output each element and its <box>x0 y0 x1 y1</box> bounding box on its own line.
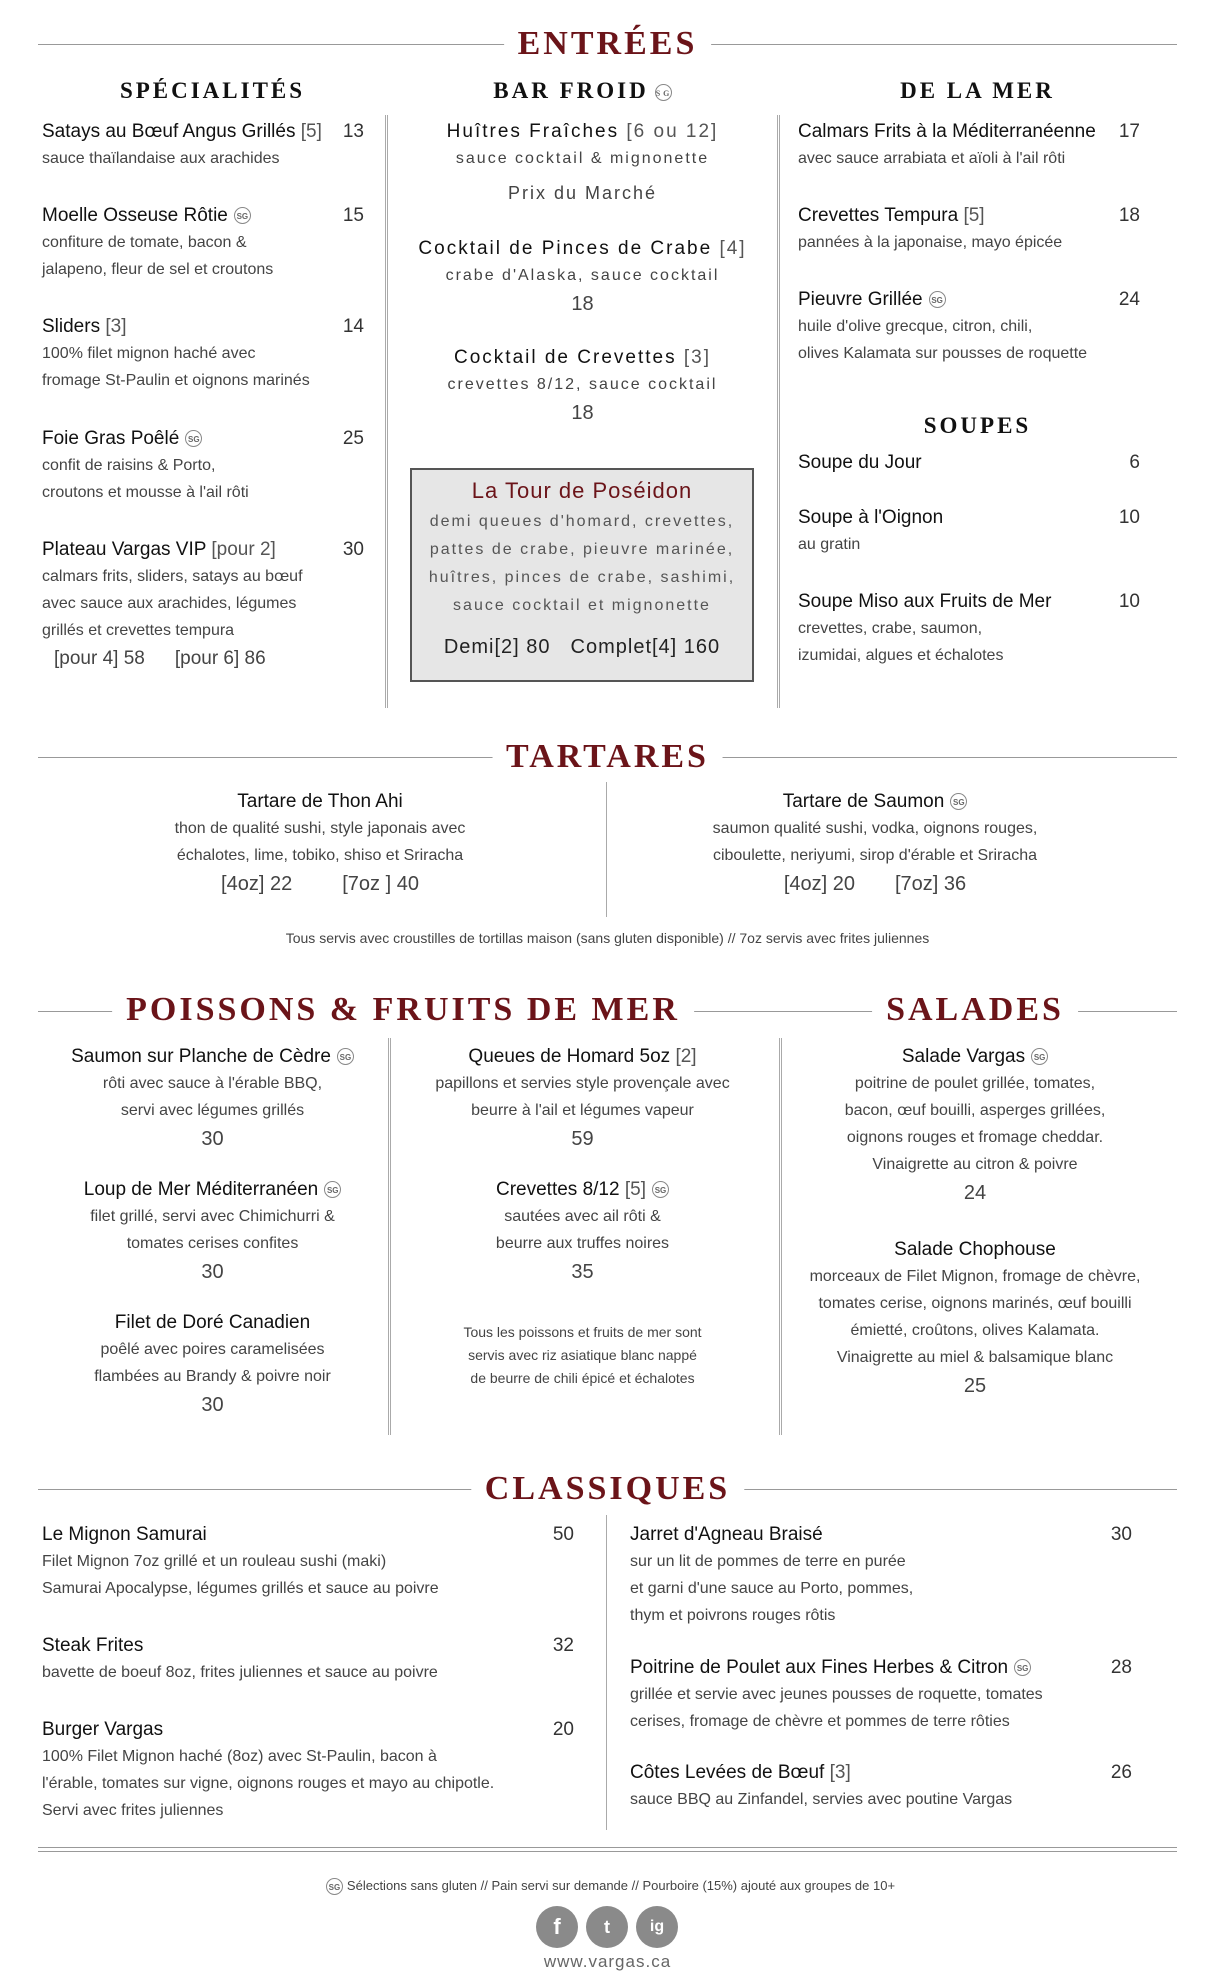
facebook-icon[interactable]: f <box>536 1906 578 1948</box>
item-name: Steak Frites <box>42 1635 144 1656</box>
item-name: Huîtres Fraîches <box>446 121 620 142</box>
salades-title: SALADES <box>872 990 1078 1030</box>
item-desc: tomates cerise, oignons marinés, œuf bouilli <box>818 1295 1132 1312</box>
item-desc: au gratin <box>798 536 861 553</box>
item-name: Soupe à l'Oignon <box>798 507 944 528</box>
item-desc: 100% Filet Mignon haché (8oz) avec St-Paulin, bacon à <box>42 1748 437 1765</box>
item-desc: tomates cerises confites <box>126 1235 299 1252</box>
item-desc: et garni d'une sauce au Porto, pommes, <box>630 1580 914 1597</box>
classiques-title: CLASSIQUES <box>471 1469 744 1509</box>
item-qty: [5] <box>300 121 322 142</box>
item-price: 6 <box>1129 452 1140 473</box>
tour-desc: pattes de crabe, pieuvre marinée, <box>429 541 735 558</box>
menu-item <box>42 314 364 394</box>
item-qty: [5] <box>963 205 985 226</box>
item-name: Crevettes Tempura <box>798 205 959 226</box>
gluten-free-icon: SG <box>185 430 202 447</box>
item-price: 18 <box>571 293 594 315</box>
rule <box>38 1851 1177 1852</box>
gluten-free-icon: SG <box>652 1181 669 1198</box>
menu-item <box>110 789 530 899</box>
item-price: 28 <box>1110 1657 1132 1678</box>
gluten-free-icon: SG <box>950 793 967 810</box>
item-qty: [3] <box>683 347 711 368</box>
divider <box>606 782 607 917</box>
item-price-option: [pour 6] 86 <box>174 648 266 669</box>
item-desc: crevettes, crabe, saumon, <box>798 620 983 637</box>
item-price: Prix du Marché <box>507 183 658 203</box>
item-price: 35 <box>571 1261 594 1283</box>
item-desc: confiture de tomate, bacon & <box>42 234 247 251</box>
poissons-header <box>118 990 688 1030</box>
item-price: 26 <box>1110 1762 1132 1783</box>
item-price: 15 <box>342 205 364 226</box>
menu-item <box>42 119 364 172</box>
item-desc: Vinaigrette au citron & poivre <box>872 1156 1078 1173</box>
item-price: 32 <box>552 1635 574 1656</box>
item-desc: huile d'olive grecque, citron, chili, <box>798 318 1033 335</box>
tartares-header <box>38 737 1177 777</box>
divider <box>777 115 780 708</box>
item-price: [4oz] 22 <box>221 873 293 895</box>
item-name: Moelle Osseuse Rôtie <box>42 205 228 226</box>
item-name: Tartare de Saumon <box>782 791 945 812</box>
item-desc: Servi avec frites juliennes <box>42 1802 224 1819</box>
menu-item <box>42 1633 574 1686</box>
item-desc: papillons et servies style provençale avec <box>435 1075 730 1092</box>
footer-note-text: Sélections sans gluten // Pain servi sur demande // Pourboire (15%) ajouté aux groupes de 10+ <box>346 1878 896 1893</box>
classiques-header <box>38 1469 1177 1509</box>
item-name: Le Mignon Samurai <box>42 1524 207 1545</box>
poissons-note <box>400 1321 765 1390</box>
tour-poseidon-box <box>410 468 754 682</box>
entrees-title: ENTRÉES <box>504 24 712 64</box>
gluten-free-icon: SG <box>655 84 672 101</box>
item-name: Loup de Mer Méditerranéen <box>83 1179 319 1200</box>
item-name: Jarret d'Agneau Braisé <box>630 1524 823 1545</box>
menu-item <box>42 426 364 506</box>
divider <box>385 115 388 708</box>
item-desc: échalotes, lime, tobiko, shiso et Sriracha <box>176 847 464 864</box>
item-name: Poitrine de Poulet aux Fines Herbes & Citron <box>630 1657 1009 1678</box>
item-price: 30 <box>201 1128 224 1150</box>
gluten-free-icon: SG <box>337 1048 354 1065</box>
item-desc: crabe d'Alaska, sauce cocktail <box>445 267 720 284</box>
item-desc: sur un lit de pommes de terre en purée <box>630 1553 906 1570</box>
item-qty: [5] <box>624 1179 646 1200</box>
menu-item <box>400 119 765 207</box>
item-desc: rôti avec sauce à l'érable BBQ, <box>102 1075 323 1092</box>
item-desc: l'érable, tomates sur vigne, oignons rouges et mayo au chipotle. <box>42 1775 495 1792</box>
divider <box>606 1515 607 1830</box>
item-desc: thon de qualité sushi, style japonais avec <box>174 820 466 837</box>
specialites-title: SPÉCIALITÉS <box>119 78 306 103</box>
gluten-free-icon: SG <box>326 1878 343 1895</box>
website-link[interactable]: www.vargas.ca <box>543 1952 672 1971</box>
item-desc: flambées au Brandy & poivre noir <box>94 1368 331 1385</box>
item-price: 30 <box>342 539 364 560</box>
salades-header <box>875 990 1075 1030</box>
item-price: 50 <box>552 1524 574 1545</box>
footer-note <box>0 1874 1215 1897</box>
menu-item <box>798 505 1140 558</box>
menu-item <box>780 1237 1170 1401</box>
de-la-mer-title: DE LA MER <box>900 78 1055 103</box>
bar-froid-title: BAR FROID <box>493 78 649 103</box>
rule <box>38 1847 1177 1848</box>
menu-item <box>45 1044 380 1154</box>
item-price: 30 <box>201 1394 224 1416</box>
divider <box>388 1038 391 1435</box>
tour-desc: huîtres, pinces de crabe, sashimi, <box>428 569 736 586</box>
item-desc: Filet Mignon 7oz grillé et un rouleau sushi (maki) <box>42 1553 387 1570</box>
note-line: Tous les poissons et fruits de mer sont <box>463 1324 702 1340</box>
item-desc: calmars frits, sliders, satays au bœuf <box>42 568 303 585</box>
tour-demi-price: Demi[2] 80 <box>443 636 551 658</box>
gluten-free-icon: SG <box>1031 1048 1048 1065</box>
menu-item <box>798 589 1140 669</box>
item-qty: [3] <box>829 1762 851 1783</box>
item-name: Tartare de Thon Ahi <box>237 791 403 812</box>
item-desc: servi avec légumes grillés <box>120 1102 305 1119</box>
item-price: 13 <box>342 121 364 142</box>
item-desc: izumidai, algues et échalotes <box>798 647 1004 664</box>
twitter-icon[interactable]: t <box>586 1906 628 1948</box>
tartares-title: TARTARES <box>492 737 723 777</box>
item-price: 30 <box>1110 1524 1132 1545</box>
item-price: [4oz] 20 <box>783 873 855 895</box>
item-name: Filet de Doré Canadien <box>114 1312 311 1333</box>
menu-item <box>400 1044 765 1154</box>
item-price: 20 <box>552 1719 574 1740</box>
item-name: Salade Chophouse <box>894 1239 1056 1260</box>
item-name: Plateau Vargas VIP <box>42 539 207 560</box>
item-price: 30 <box>201 1261 224 1283</box>
menu-item <box>790 1044 1160 1208</box>
menu-item <box>42 1522 574 1602</box>
gluten-free-icon: SG <box>929 291 946 308</box>
menu-item <box>630 1655 1132 1735</box>
item-desc: confit de raisins & Porto, <box>42 457 216 474</box>
menu-item <box>42 537 364 674</box>
item-desc: morceaux de Filet Mignon, fromage de chèvre, <box>809 1268 1141 1285</box>
item-name: Pieuvre Grillée <box>798 289 923 310</box>
note-line: de beurre de chili épicé et échalotes <box>470 1370 695 1386</box>
item-name: Queues de Homard 5oz <box>468 1046 671 1067</box>
item-desc: jalapeno, fleur de sel et croutons <box>42 261 274 278</box>
menu-item <box>45 1310 380 1420</box>
menu-item <box>665 789 1085 899</box>
item-price: 59 <box>571 1128 594 1150</box>
item-name: Satays au Bœuf Angus Grillés <box>42 121 296 142</box>
item-desc: sauce BBQ au Zinfandel, servies avec poutine Vargas <box>630 1791 1013 1808</box>
instagram-icon[interactable]: ig <box>636 1906 678 1948</box>
item-desc: Vinaigrette au miel & balsamique blanc <box>836 1349 1114 1366</box>
item-price: 10 <box>1118 591 1140 612</box>
item-qty: [6 ou 12] <box>626 121 719 142</box>
item-name: Côtes Levées de Bœuf <box>630 1762 825 1783</box>
item-desc: grillés et crevettes tempura <box>42 622 235 639</box>
note-line: servis avec riz asiatique blanc nappé <box>468 1347 697 1363</box>
item-price: 14 <box>342 316 364 337</box>
item-price: [7oz ] 40 <box>342 873 419 895</box>
menu-item <box>630 1760 1132 1813</box>
soupes-title: SOUPES <box>923 413 1032 438</box>
item-desc: sauce thaïlandaise aux arachides <box>42 150 280 167</box>
item-desc: beurre aux truffes noires <box>495 1235 670 1252</box>
item-price: 24 <box>1118 289 1140 310</box>
tour-desc: demi queues d'homard, crevettes, <box>429 513 735 530</box>
menu-item <box>798 287 1140 367</box>
menu-item <box>630 1522 1132 1629</box>
item-desc: crevettes 8/12, sauce cocktail <box>447 376 718 393</box>
item-name: Saumon sur Planche de Cèdre <box>71 1046 331 1067</box>
item-desc: avec sauce arrabiata et aïoli à l'ail rôti <box>798 150 1066 167</box>
menu-item <box>798 119 1140 172</box>
item-desc: pannées à la japonaise, mayo épicée <box>798 234 1063 251</box>
entrees-header <box>38 24 1177 64</box>
item-desc: sautées avec ail rôti & <box>504 1208 661 1225</box>
gluten-free-icon: SG <box>1014 1659 1031 1676</box>
item-name: Soupe Miso aux Fruits de Mer <box>798 591 1052 612</box>
menu-item <box>798 203 1140 256</box>
item-qty: [2] <box>675 1046 697 1067</box>
item-desc: filet grillé, servi avec Chimichurri & <box>90 1208 335 1225</box>
item-price: 18 <box>1118 205 1140 226</box>
menu-item <box>45 1177 380 1287</box>
item-price: 17 <box>1118 121 1140 142</box>
item-qty: [pour 2] <box>211 539 276 560</box>
item-desc: poitrine de poulet grillée, tomates, <box>854 1075 1096 1092</box>
tour-title: La Tour de Poséidon <box>471 478 693 503</box>
item-desc: bacon, œuf bouilli, asperges grillées, <box>844 1102 1106 1119</box>
item-name: Calmars Frits à la Méditerranéenne <box>798 121 1096 142</box>
item-price: 10 <box>1118 507 1140 528</box>
item-desc: thym et poivrons rouges rôtis <box>630 1607 836 1624</box>
item-name: Sliders <box>42 316 101 337</box>
item-price: 25 <box>342 428 364 449</box>
item-desc: saumon qualité sushi, vodka, oignons rouges, <box>712 820 1038 837</box>
item-qty: [4] <box>719 238 747 259</box>
social-links <box>536 1906 680 1950</box>
gluten-free-icon: SG <box>324 1181 341 1198</box>
tartares-note: Tous servis avec croustilles de tortillas maison (sans gluten disponible) // 7oz servis avec frites juliennes <box>285 930 930 946</box>
item-desc: cerises, fromage de chèvre et pommes de terre rôties <box>630 1713 1010 1730</box>
menu-item <box>400 1177 765 1287</box>
item-price: [7oz] 36 <box>895 873 967 895</box>
item-price: 18 <box>571 402 594 424</box>
bar-froid-header <box>400 78 765 104</box>
item-desc: olives Kalamata sur pousses de roquette <box>798 345 1088 362</box>
poissons-title: POISSONS & FRUITS DE MER <box>112 990 694 1030</box>
menu-item <box>400 345 765 428</box>
item-desc: sauce cocktail & mignonette <box>455 150 710 167</box>
tour-desc: sauce cocktail et mignonette <box>453 597 711 614</box>
menu-item <box>42 203 364 283</box>
item-desc: émietté, croûtons, olives Kalamata. <box>850 1322 1100 1339</box>
item-desc: fromage St-Paulin et oignons marinés <box>42 372 310 389</box>
item-desc: Samurai Apocalypse, légumes grillés et sauce au poivre <box>42 1580 439 1597</box>
item-desc: beurre à l'ail et légumes vapeur <box>471 1102 694 1119</box>
menu-item <box>42 1717 574 1824</box>
item-desc: grillée et servie avec jeunes pousses de roquette, tomates <box>630 1686 1043 1703</box>
item-name: Cocktail de Pinces de Crabe <box>418 238 713 259</box>
item-price: 24 <box>963 1182 987 1204</box>
tour-complet-price: Complet[4] 160 <box>570 636 721 658</box>
item-name: Foie Gras Poêlé <box>42 428 180 449</box>
item-price-option: [pour 4] 58 <box>54 648 145 669</box>
item-desc: avec sauce aux arachides, légumes <box>42 595 297 612</box>
item-qty: [3] <box>105 316 127 337</box>
item-name: Cocktail de Crevettes <box>454 347 677 368</box>
item-desc: poêlé avec poires caramelisées <box>100 1341 325 1358</box>
item-price: 25 <box>963 1375 987 1397</box>
item-name: Burger Vargas <box>42 1719 164 1740</box>
item-desc: bavette de boeuf 8oz, frites juliennes et sauce au poivre <box>42 1664 438 1681</box>
item-name: Soupe du Jour <box>798 452 922 473</box>
item-desc: 100% filet mignon haché avec <box>42 345 256 362</box>
gluten-free-icon: SG <box>234 207 251 224</box>
menu-item <box>798 450 1140 476</box>
item-desc: oignons rouges et fromage cheddar. <box>846 1129 1104 1146</box>
item-name: Crevettes 8/12 <box>496 1179 620 1200</box>
item-name: Salade Vargas <box>901 1046 1026 1067</box>
menu-item <box>400 236 765 319</box>
item-desc: ciboulette, neriyumi, sirop d'érable et Sriracha <box>712 847 1038 864</box>
item-desc: croutons et mousse à l'ail rôti <box>42 484 249 501</box>
